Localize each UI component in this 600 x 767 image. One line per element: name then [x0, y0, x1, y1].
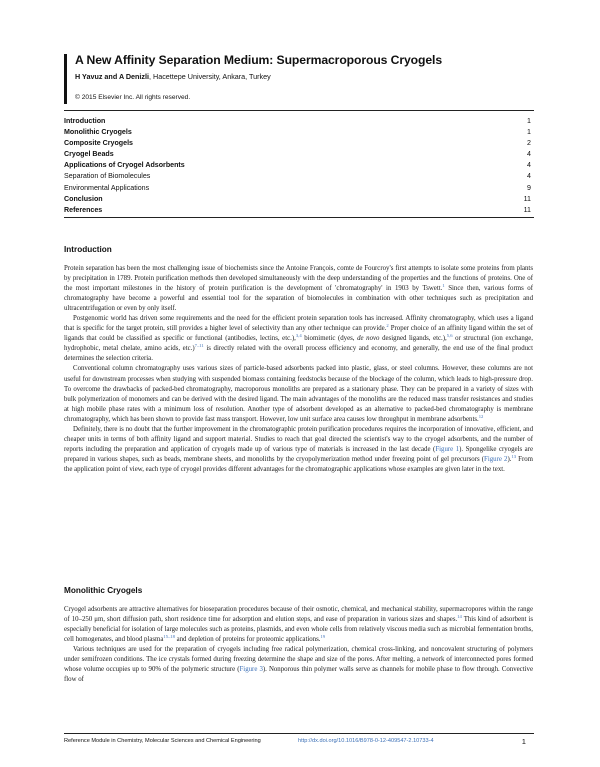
table-of-contents	[64, 116, 534, 216]
paragraph-text: or structural (ion exchange, hydrophobic, metal chelate, amino acids, etc.)	[64, 335, 533, 353]
paragraph-text: Protein separation has been the most challenging issue of biochemists since the Antoine François, comte de Fourcroy's first attempts to isolate some proteins from plants by precipitation in 1789. Protein purification methods then developed simultaneously with the deep understanding of the properties and the functions of proteins. One of the most important milestones in the history of protein purification is the development of 'chromatography' in 1903 by Tswett.	[64, 265, 533, 293]
paragraph-text: Proper choice of an affinity ligand within the set of ligands that could be classified as specific or functional (antibodies, lectins, etc.),	[64, 325, 533, 343]
monolithic-paragraph-2	[64, 645, 533, 685]
doi-link[interactable]: http://dx.doi.org/10.1016/B978-0-12-409547-2.10733-4	[298, 738, 434, 744]
toc-item-introduction[interactable]	[64, 116, 534, 127]
toc-item-applications[interactable]	[64, 160, 534, 171]
figure-2-link[interactable]: Figure 2	[484, 455, 508, 463]
affiliation: , Hacettepe University, Ankara, Turkey	[149, 72, 271, 81]
toc-label: Composite Cryogels	[64, 139, 133, 148]
intro-paragraph-2	[64, 314, 533, 364]
toc-page: 2	[527, 139, 531, 148]
citation-ref[interactable]: 3,4	[295, 333, 302, 339]
citation-ref[interactable]: 15–18	[163, 634, 175, 640]
citation-ref[interactable]: 5,6	[446, 333, 453, 339]
paragraph-text: and depletion of proteins for proteomic applications.	[174, 636, 321, 644]
page-number: 1	[521, 737, 526, 746]
citation-ref[interactable]: 19	[320, 634, 326, 640]
toc-item-conclusion[interactable]	[64, 194, 534, 205]
citation-ref[interactable]: 2	[386, 323, 389, 329]
paragraph-text: Postgenomic world has driven some requirements and the need for the efficient protein separation tools has increased. Affinity chromatography, which uses a ligand that is specific for the target protein, still provides a higher level of selectivity than any other technique can provide.	[64, 315, 533, 333]
toc-page: 1	[527, 128, 531, 137]
citation-ref[interactable]: 12	[478, 413, 484, 419]
paragraph-text: biomimetic (dyes,	[301, 335, 358, 343]
toc-page: 4	[527, 150, 531, 159]
citation-ref[interactable]: 7–11	[194, 343, 204, 349]
toc-top-rule	[64, 110, 534, 111]
section-heading-monolithic-cryogels: Monolithic Cryogels	[64, 586, 143, 595]
toc-label: Environmental Applications	[64, 183, 150, 192]
toc-item-monolithic-cryogels[interactable]	[64, 127, 534, 138]
figure-1-link[interactable]: Figure 1	[435, 445, 460, 453]
toc-page: 11	[523, 205, 531, 214]
paragraph-text: designed ligands, etc.),	[379, 335, 447, 343]
paragraph-text: Since then, various forms of chromatography have become a powerful and essential tool for the separation of biomolecules in combination with other techniques such as precipitation and ultracentrifugation or even by only itself.	[64, 285, 534, 313]
toc-label: Separation of Biomolecules	[64, 172, 151, 181]
italic-term: de novo	[357, 335, 380, 343]
citation-ref[interactable]: 14	[457, 614, 462, 620]
paragraph-text: Various techniques are used for the preparation of cryogels including free radical polymerization, chemical cross-linking, and noncovalent structuring of polymers under semifrozen conditions. The ice crystals formed during freezing determine the shape and size of the pores. After melting, a network of interconnected pores formed whose volume occupies up to 90% of the polymeric structure (	[64, 646, 533, 674]
intro-paragraph-3	[64, 364, 533, 424]
toc-page: 11	[523, 194, 531, 203]
citation-ref[interactable]: 1	[442, 283, 445, 289]
toc-page: 9	[527, 183, 531, 192]
copyright-notice: © 2015 Elsevier Inc. All rights reserved.	[75, 94, 191, 101]
toc-page: 1	[527, 117, 531, 125]
paragraph-text: ). Spongelike cryogels are prepared in various shapes, such as beads, membrane sheets, and monoliths by the cryopolymerization method under freezing point of gel precursors (	[64, 445, 533, 463]
toc-label: Applications of Cryogel Adsorbents	[64, 161, 185, 170]
section-heading-introduction: Introduction	[64, 245, 112, 254]
paragraph-text: Cryogel adsorbents are attractive alternatives for bioseparation procedures because of their osmotic, chemical, and mechanical stability, supermacropores within the range of 10–250 μm, short diffusion path, short residence time for adsorption and elution steps, and ease of preparation in various sizes and shapes.	[64, 606, 533, 624]
toc-label: Introduction	[64, 117, 106, 125]
paragraph-text: From the application point of view, each type of cryogel provides different advantages for the chromatographic applications whose examples are given later in the text.	[64, 455, 533, 473]
intro-paragraph-4	[64, 425, 533, 475]
toc-item-environmental-applications[interactable]	[64, 183, 534, 194]
citation-ref[interactable]: 13	[511, 453, 517, 459]
toc-bottom-rule	[64, 217, 534, 218]
toc-label: Monolithic Cryogels	[64, 128, 132, 137]
toc-page: 4	[527, 161, 531, 170]
paragraph-text: is directly related with the overall process efficiency and economy, and generally, the end use of the final product determines the selection criteria.	[64, 345, 533, 363]
authors-line	[75, 72, 271, 81]
toc-item-references[interactable]	[64, 205, 534, 216]
title-accent-bar	[64, 54, 67, 104]
monolithic-paragraph-1	[64, 605, 533, 645]
article-title: A New Affinity Separation Medium: Supermacroporous Cryogels	[75, 53, 443, 67]
author-names: H Yavuz and A Denizli	[75, 72, 150, 81]
toc-item-cryogel-beads[interactable]	[64, 149, 534, 160]
paragraph-text: This kind of adsorbent is especially beneficial for isolation of large molecules such as proteins, plasmids, and even whole cells from relatively viscous media such as microbial fermentation broths, cell homogenates, and blood plasma	[64, 616, 533, 644]
paragraph-text: Definitely, there is no doubt that the further improvement in the chromatographic protein purification procedures requires the incorporation of innovative, efficient, and cheaper units in terms of both affinity ligand and support material. Studies to reach that goal directed the scientist's way to the cryogel adsorbents, and the number of reports including the preparation and application of cryogels made up of various type of materials is increased in the last decade (	[64, 425, 533, 453]
introduction-body	[64, 264, 533, 475]
toc-label: Conclusion	[64, 194, 103, 203]
intro-paragraph-1	[64, 264, 533, 314]
figure-3-link[interactable]: Figure 3	[239, 666, 263, 674]
toc-label: References	[64, 205, 103, 214]
paragraph-text: ).	[507, 455, 512, 463]
toc-item-composite-cryogels[interactable]	[64, 138, 534, 149]
paragraph-text: ). Nonporous thin polymer walls serve as channels for mobile phase to flow through. Convective flow of	[64, 666, 533, 684]
footer-reference: Reference Module in Chemistry, Molecular Sciences and Chemical Engineering	[64, 738, 261, 744]
footer-rule	[64, 733, 534, 734]
paragraph-text: Conventional column chromatography uses various sizes of particle-based adsorbents packed into plastic, glass, or steel columns. However, these columns are not useful for downstream processes when studying with suspended biomass containing feedstocks because of the blockage of the column, which leads to high-pressure drop. To overcome the drawbacks of packed-bed chromatography, macroporous monoliths are prepared as a stationary phase. They can be prepared in a variety of sizes with bulk polymerization of monomers and can be derived with the desired ligand. The main advantages of the monoliths are the reduced mass transfer resistances and studies at high mobile phase rates with a minimum loss of resolution. Another type of adsorbent developed as an alternative to packed-bed chromatography is membrane chromatography, which has been shown to provide fast mass transport. However, low unit surface area causes low throughput in membrane adsorbents.	[64, 365, 533, 423]
monolithic-body	[64, 605, 533, 685]
toc-label: Cryogel Beads	[64, 150, 114, 159]
toc-page: 4	[527, 172, 531, 181]
toc-item-separation-of-biomolecules[interactable]	[64, 171, 534, 182]
